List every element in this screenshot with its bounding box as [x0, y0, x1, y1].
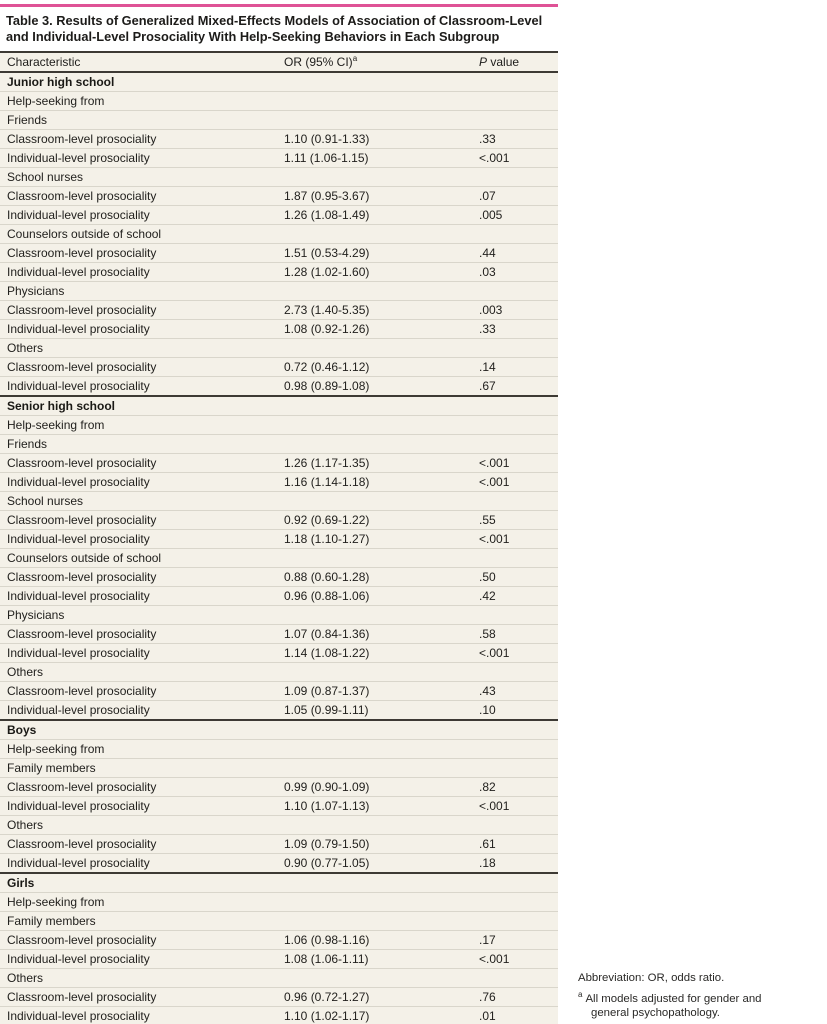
or-value: 1.18 (1.10-1.27) — [277, 530, 472, 549]
table-row — [0, 511, 558, 530]
row-label: Classroom-level prosociality — [0, 244, 277, 263]
row-label: Classroom-level prosociality — [0, 187, 277, 206]
or-value: 1.87 (0.95-3.67) — [277, 187, 472, 206]
or-value — [277, 759, 472, 778]
or-value: 0.99 (0.90-1.09) — [277, 778, 472, 797]
row-label: Classroom-level prosociality — [0, 931, 277, 950]
table-row — [0, 587, 558, 606]
row-label: Classroom-level prosociality — [0, 568, 277, 587]
table-row — [0, 377, 558, 397]
section-header-label: Junior high school — [0, 72, 558, 92]
or-value: 1.11 (1.06-1.15) — [277, 149, 472, 168]
row-label: Individual-level prosociality — [0, 320, 277, 339]
table-row — [0, 835, 558, 854]
section-header-label: Senior high school — [0, 396, 558, 416]
table-row — [0, 244, 558, 263]
p-value: .33 — [472, 130, 558, 149]
p-value — [472, 282, 558, 301]
row-label: Counselors outside of school — [0, 549, 277, 568]
or-value — [277, 282, 472, 301]
column-header-characteristic: Characteristic — [0, 52, 277, 72]
row-label: Others — [0, 339, 277, 358]
or-value: 0.90 (0.77-1.05) — [277, 854, 472, 874]
table-row — [0, 187, 558, 206]
row-label: Friends — [0, 435, 277, 454]
or-value: 0.72 (0.46-1.12) — [277, 358, 472, 377]
p-value — [472, 759, 558, 778]
or-value — [277, 912, 472, 931]
abbreviation-note: Abbreviation: OR, odds ratio. — [578, 972, 725, 984]
or-value: 1.10 (1.07-1.13) — [277, 797, 472, 816]
p-value: <.001 — [472, 473, 558, 492]
section-header-row — [0, 873, 558, 893]
row-label: Family members — [0, 759, 277, 778]
section-header-row — [0, 720, 558, 740]
row-label: Help-seeking from — [0, 740, 277, 759]
table-row — [0, 912, 558, 931]
row-label: Individual-level prosociality — [0, 377, 277, 397]
or-value: 1.06 (0.98-1.16) — [277, 931, 472, 950]
row-label: Individual-level prosociality — [0, 854, 277, 874]
p-value: .17 — [472, 931, 558, 950]
table-row — [0, 492, 558, 511]
table-row — [0, 816, 558, 835]
or-value — [277, 893, 472, 912]
table-title: Table 3. Results of Generalized Mixed-Effects Models of Association of Classroom-Level and Individual-Level Prosociality With Help-Seeking Behaviors in Each Subgroup — [6, 13, 543, 44]
row-label: Individual-level prosociality — [0, 587, 277, 606]
row-label: Classroom-level prosociality — [0, 301, 277, 320]
or-value — [277, 225, 472, 244]
p-value — [472, 111, 558, 130]
p-value: .67 — [472, 377, 558, 397]
or-value — [277, 549, 472, 568]
table-row — [0, 625, 558, 644]
table-row — [0, 358, 558, 377]
table-row — [0, 301, 558, 320]
table-row — [0, 282, 558, 301]
table-row — [0, 740, 558, 759]
p-value — [472, 435, 558, 454]
or-value: 1.07 (0.84-1.36) — [277, 625, 472, 644]
p-value — [472, 168, 558, 187]
or-value — [277, 969, 472, 988]
footnote-a: $^a$ All models adjusted for gender and general psychopathology. — [578, 990, 762, 1019]
p-value — [472, 225, 558, 244]
row-label: Individual-level prosociality — [0, 701, 277, 721]
or-value: 1.28 (1.02-1.60) — [277, 263, 472, 282]
table-header-row — [0, 52, 558, 72]
section-header-row — [0, 72, 558, 92]
or-value: 1.26 (1.08-1.49) — [277, 206, 472, 225]
p-value: .01 — [472, 1007, 558, 1024]
p-value — [472, 969, 558, 988]
table-body — [0, 72, 558, 1024]
or-value — [277, 92, 472, 111]
p-value: <.001 — [472, 530, 558, 549]
or-value: 0.88 (0.60-1.28) — [277, 568, 472, 587]
or-value: 1.09 (0.87-1.37) — [277, 682, 472, 701]
or-value: 0.96 (0.88-1.06) — [277, 587, 472, 606]
table-footnotes — [578, 971, 800, 1024]
table-row — [0, 950, 558, 969]
p-value: <.001 — [472, 149, 558, 168]
or-value — [277, 111, 472, 130]
p-value: <.001 — [472, 797, 558, 816]
table-row — [0, 568, 558, 587]
table-row — [0, 988, 558, 1007]
table-row — [0, 759, 558, 778]
or-value — [277, 663, 472, 682]
row-label: Classroom-level prosociality — [0, 988, 277, 1007]
p-value — [472, 740, 558, 759]
or-value — [277, 740, 472, 759]
table-header — [0, 52, 558, 72]
or-value: 0.92 (0.69-1.22) — [277, 511, 472, 530]
or-value: 1.10 (0.91-1.33) — [277, 130, 472, 149]
table-row — [0, 778, 558, 797]
p-value: .07 — [472, 187, 558, 206]
or-value: 1.51 (0.53-4.29) — [277, 244, 472, 263]
table-row — [0, 92, 558, 111]
table-row — [0, 473, 558, 492]
table-row — [0, 1007, 558, 1024]
row-label: Physicians — [0, 282, 277, 301]
or-value — [277, 816, 472, 835]
row-label: Individual-level prosociality — [0, 149, 277, 168]
table-row — [0, 149, 558, 168]
p-value: .14 — [472, 358, 558, 377]
row-label: Family members — [0, 912, 277, 931]
footnote-a-marker: a — [352, 54, 358, 63]
p-value: .43 — [472, 682, 558, 701]
section-header-label: Girls — [0, 873, 558, 893]
p-value: .44 — [472, 244, 558, 263]
row-label: Classroom-level prosociality — [0, 778, 277, 797]
or-value: 2.73 (1.40-5.35) — [277, 301, 472, 320]
p-value: .50 — [472, 568, 558, 587]
table-row — [0, 339, 558, 358]
row-label: Others — [0, 969, 277, 988]
row-label: Help-seeking from — [0, 416, 277, 435]
row-label: Classroom-level prosociality — [0, 358, 277, 377]
table-row — [0, 682, 558, 701]
table-row — [0, 530, 558, 549]
or-value: 1.09 (0.79-1.50) — [277, 835, 472, 854]
or-value: 0.98 (0.89-1.08) — [277, 377, 472, 397]
p-value — [472, 339, 558, 358]
table-row — [0, 435, 558, 454]
section-header-label: Boys — [0, 720, 558, 740]
row-label: Others — [0, 663, 277, 682]
results-table — [0, 51, 558, 1024]
row-label: Classroom-level prosociality — [0, 511, 277, 530]
p-value — [472, 893, 558, 912]
row-label: School nurses — [0, 168, 277, 187]
row-label: Individual-level prosociality — [0, 473, 277, 492]
or-value — [277, 339, 472, 358]
row-label: Friends — [0, 111, 277, 130]
or-value — [277, 492, 472, 511]
p-value — [472, 663, 558, 682]
table-row — [0, 797, 558, 816]
row-label: Others — [0, 816, 277, 835]
p-value — [472, 606, 558, 625]
p-value: .61 — [472, 835, 558, 854]
table-row — [0, 111, 558, 130]
column-header-pvalue: P value — [472, 52, 558, 72]
or-value: 1.08 (0.92-1.26) — [277, 320, 472, 339]
p-value: .10 — [472, 701, 558, 721]
or-value — [277, 606, 472, 625]
table-row — [0, 206, 558, 225]
p-value: .76 — [472, 988, 558, 1007]
p-value: <.001 — [472, 644, 558, 663]
p-value — [472, 816, 558, 835]
table-row — [0, 893, 558, 912]
row-label: Help-seeking from — [0, 893, 277, 912]
table-row — [0, 663, 558, 682]
row-label: Individual-level prosociality — [0, 797, 277, 816]
p-value: .18 — [472, 854, 558, 874]
table-row — [0, 701, 558, 721]
table-row — [0, 969, 558, 988]
or-value — [277, 168, 472, 187]
row-label: Help-seeking from — [0, 92, 277, 111]
row-label: Classroom-level prosociality — [0, 454, 277, 473]
section-header-row — [0, 396, 558, 416]
table-row — [0, 320, 558, 339]
table-row — [0, 454, 558, 473]
table-row — [0, 854, 558, 874]
p-value: <.001 — [472, 950, 558, 969]
or-value: 1.10 (1.02-1.17) — [277, 1007, 472, 1024]
table-row — [0, 130, 558, 149]
or-value: 1.26 (1.17-1.35) — [277, 454, 472, 473]
p-value: .03 — [472, 263, 558, 282]
row-label: Individual-level prosociality — [0, 530, 277, 549]
table-row — [0, 606, 558, 625]
column-header-or: OR (95% CI)$^a$ — [277, 52, 472, 72]
or-value: 1.05 (0.99-1.11) — [277, 701, 472, 721]
table-row — [0, 168, 558, 187]
p-value — [472, 416, 558, 435]
table-row — [0, 549, 558, 568]
or-value — [277, 416, 472, 435]
p-value: .003 — [472, 301, 558, 320]
table-row — [0, 644, 558, 663]
or-value: 0.96 (0.72-1.27) — [277, 988, 472, 1007]
row-label: Individual-level prosociality — [0, 950, 277, 969]
row-label: Counselors outside of school — [0, 225, 277, 244]
row-label: Classroom-level prosociality — [0, 130, 277, 149]
p-value: .005 — [472, 206, 558, 225]
table-row — [0, 931, 558, 950]
row-label: Individual-level prosociality — [0, 1007, 277, 1024]
p-value: <.001 — [472, 454, 558, 473]
footnote-a-marker: a — [578, 990, 583, 1000]
p-value — [472, 92, 558, 111]
p-value: .55 — [472, 511, 558, 530]
p-value — [472, 549, 558, 568]
row-label: School nurses — [0, 492, 277, 511]
p-value — [472, 912, 558, 931]
table-row — [0, 416, 558, 435]
row-label: Physicians — [0, 606, 277, 625]
row-label: Individual-level prosociality — [0, 263, 277, 282]
p-value — [472, 492, 558, 511]
p-value: .58 — [472, 625, 558, 644]
table-row — [0, 263, 558, 282]
or-value: 1.16 (1.14-1.18) — [277, 473, 472, 492]
row-label: Individual-level prosociality — [0, 206, 277, 225]
or-value: 1.14 (1.08-1.22) — [277, 644, 472, 663]
or-value: 1.08 (1.06-1.11) — [277, 950, 472, 969]
or-value — [277, 435, 472, 454]
table-row — [0, 225, 558, 244]
p-value: .33 — [472, 320, 558, 339]
row-label: Classroom-level prosociality — [0, 682, 277, 701]
row-label: Individual-level prosociality — [0, 644, 277, 663]
p-value: .42 — [472, 587, 558, 606]
row-label: Classroom-level prosociality — [0, 835, 277, 854]
p-value: .82 — [472, 778, 558, 797]
row-label: Classroom-level prosociality — [0, 625, 277, 644]
